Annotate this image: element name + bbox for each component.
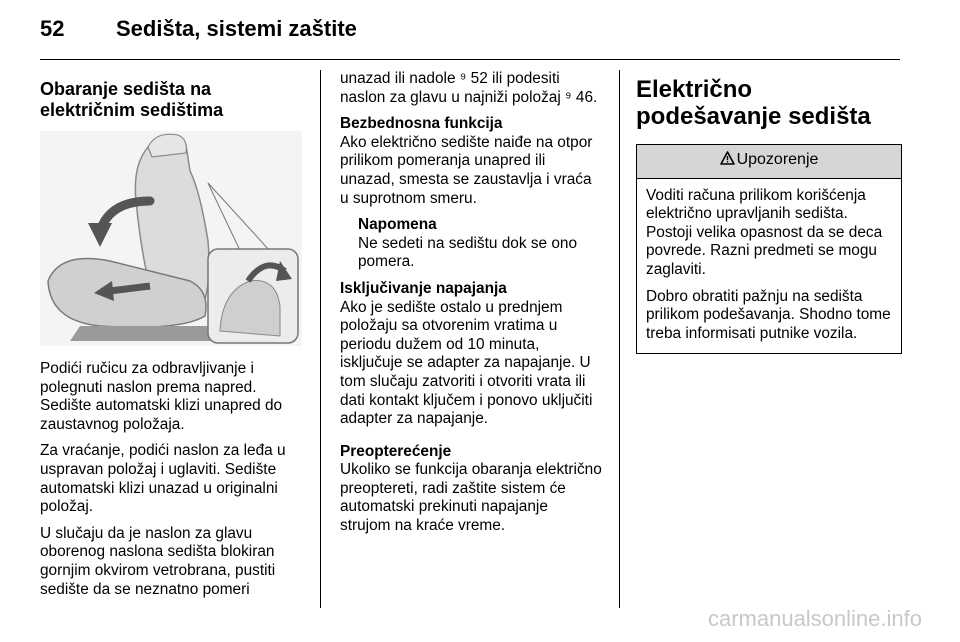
subheading-power-off: Isključivanje napajanja <box>340 279 507 297</box>
paragraph-unlock: Podići ručicu za odbravljivanje i polegnuti naslon prema napred. Sedište automatski klizi unapred do zaustavnog položaja. <box>40 360 283 433</box>
warning-title: Upozorenje <box>736 151 819 168</box>
warning-triangle-icon <box>720 151 735 171</box>
column-2 <box>340 70 602 544</box>
column-1 <box>40 70 302 607</box>
section-heading-electric-adjust: Električno podešavanje sedišta <box>636 76 871 130</box>
warning-paragraph-2: Dobro obratiti pažnju na sedišta prilikom podešavanja. Shodno tome treba informisati putnike vozila. <box>646 287 891 342</box>
page-number: 52 <box>40 16 65 41</box>
paragraph-safety: Ako električno sedište naiđe na otpor prilikom pomeranja unapred ili unazad, smesta se zaustavlja i vraća u suprotnom smeru. <box>340 133 593 207</box>
paragraph-headrest: U slučaju da je naslon za glavu oborenog naslona sedišta blokiran gornjim okvirom vetrobrana, pustiti sedište da se neznatno pomeri <box>40 524 276 598</box>
note-text: Ne sedeti na sedištu dok se ono pomera. <box>358 234 578 271</box>
note-block <box>358 216 602 272</box>
seat-illustration <box>40 131 302 346</box>
column-3 <box>636 70 902 354</box>
chapter-title: Sedišta, sistemi zaštite <box>116 16 357 41</box>
warning-paragraph-1: Voditi računa prilikom korišćenja električno upravljanih sedišta. Postoji velika opasnost da se deca povrede. Razni predmeti se mogu zaglaviti. <box>646 186 883 278</box>
column-divider-1 <box>320 70 321 608</box>
subheading-safety: Bezbednosna funkcija <box>340 115 503 133</box>
paragraph-return: Za vraćanje, podići naslon za leđa u uspravan položaj i uglaviti. Sedište automatski klizi unazad u originalni položaj. <box>40 442 286 516</box>
paragraph-continued: unazad ili nadole ⁹ 52 ili podesiti naslon za glavu u najniži položaj ⁹ 46. <box>340 70 598 106</box>
paragraph-overload: Ukoliko se funkcija obaranja električno preoptereti, radi zaštite sistem će automatski prekinuti napajanje strujom na kraće vreme. <box>340 461 602 535</box>
subheading-overload: Preopterećenje <box>340 442 452 460</box>
note-title: Napomena <box>358 216 437 234</box>
page-header <box>40 16 920 56</box>
header-divider <box>40 59 900 60</box>
paragraph-power-off: Ako je sedište ostalo u prednjem položaju sa otvorenim vratima u periodu dužem od 10 minuta, isključuje se adapter za napajanje. U tom slučaju zatvoriti i otvoriti vrata ili dati kontakt ključem i ponovo uključiti adapter za napajanje. <box>340 298 593 428</box>
warning-header <box>637 145 901 179</box>
section-heading-fold-seat: Obaranje sedišta na električnim sedištima <box>40 79 224 120</box>
warning-box <box>636 144 902 354</box>
watermark: carmanualsonline.info <box>707 606 922 631</box>
warning-body <box>637 179 901 354</box>
column-divider-2 <box>619 70 620 608</box>
